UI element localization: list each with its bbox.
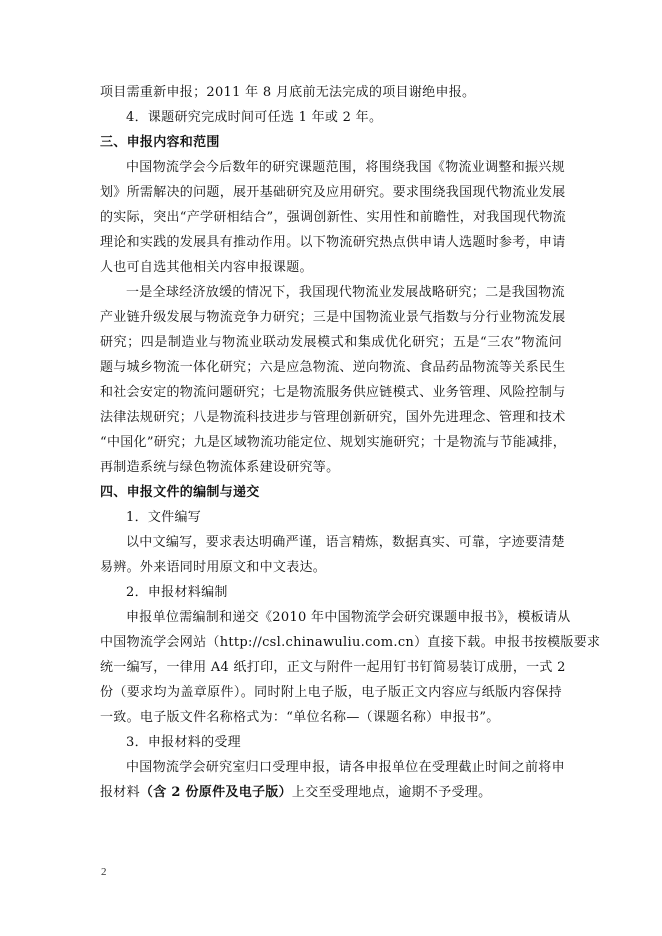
paragraph-line: 划》所需解决的问题，展开基础研究及应用研究。要求围绕我国现代物流业发展 bbox=[100, 185, 566, 200]
paragraph-line: 人也可自选其他相关内容申报课题。 bbox=[100, 260, 313, 275]
paragraph-line: 中国物流学会网站（http://csl.chinawuliu.com.cn）直接下载。申报书按模版要求 bbox=[100, 635, 601, 650]
paragraph-line: 以中文编写，要求表达明确严谨，语言精炼，数据真实、可靠，字迹要清楚 bbox=[126, 535, 565, 550]
subsection-heading: 2．申报材料编制 bbox=[126, 585, 228, 600]
document-page bbox=[100, 80, 601, 805]
bold-text-segment: （含 2 份原件及电子版） bbox=[139, 785, 292, 800]
paragraph-line: 一致。电子版文件名称格式为：“单位名称—（课题名称）申报书”。 bbox=[100, 710, 500, 725]
subsection-heading: 3．申报材料的受理 bbox=[126, 735, 241, 750]
text-segment: 报材料 bbox=[100, 785, 140, 800]
paragraph-line: “中国化”研究；九是区域物流功能定位、规划实施研究；十是物流与节能减排， bbox=[100, 435, 567, 450]
paragraph-line: 题与城乡物流一体化研究；六是应急物流、逆向物流、食品药品物流等关系民生 bbox=[100, 360, 566, 375]
section-heading: 四、申报文件的编制与递交 bbox=[100, 485, 260, 500]
list-item: 4．课题研究完成时间可任选 1 年或 2 年。 bbox=[126, 110, 383, 125]
subsection-heading: 1．文件编写 bbox=[126, 510, 202, 525]
paragraph-line: 的实际，突出“产学研相结合”，强调创新性、实用性和前瞻性，对我国现代物流 bbox=[100, 210, 567, 225]
paragraph-line: 研究；四是制造业与物流业联动发展模式和集成优化研究；五是“三农”物流问 bbox=[100, 335, 562, 350]
paragraph-line: 中国物流学会今后数年的研究课题范围，将围绕我国《物流业调整和振兴规 bbox=[126, 160, 565, 175]
paragraph-line: 易辨。外来语同时用原文和中文表达。 bbox=[100, 560, 327, 575]
paragraph-line: 法律法规研究；八是物流科技进步与管理创新研究，国外先进理念、管理和技术 bbox=[100, 410, 566, 425]
paragraph-line: 份（要求均为盖章原件）。同时附上电子版，电子版正文内容应与纸版内容保持 bbox=[100, 685, 562, 700]
paragraph-line: 申报单位需编制和递交《2010 年中国物流学会研究课题申报书》，模板请从 bbox=[126, 610, 571, 625]
section-heading: 三、申报内容和范围 bbox=[100, 135, 220, 150]
paragraph-line: 一是全球经济放缓的情况下，我国现代物流业发展战略研究；二是我国物流 bbox=[126, 285, 565, 300]
text-segment: 上交至受理地点，逾期不予受理。 bbox=[291, 785, 492, 800]
paragraph-line: 再制造系统与绿色物流体系建设研究等。 bbox=[100, 460, 340, 475]
paragraph-line: 产业链升级发展与物流竞争力研究；三是中国物流业景气指数与分行业物流发展 bbox=[100, 310, 566, 325]
paragraph-line: 理论和实践的发展具有推动作用。以下物流研究热点供申请人选题时参考，申请 bbox=[100, 235, 566, 250]
paragraph-line: 和社会安定的物流问题研究；七是物流服务供应链模式、业务管理、风险控制与 bbox=[100, 385, 566, 400]
paragraph-line bbox=[100, 780, 562, 805]
paragraph-line: 中国物流学会研究室归口受理申报，请各申报单位在受理截止时间之前将申 bbox=[126, 760, 565, 775]
paragraph-line: 统一编写，一律用 A4 纸打印，正文与附件一起用钉书钉简易装订成册，一式 2 bbox=[100, 660, 566, 675]
page-number: 2 bbox=[101, 866, 107, 878]
paragraph-line: 项目需重新申报；2011 年 8 月底前无法完成的项目谢绝申报。 bbox=[100, 85, 476, 100]
